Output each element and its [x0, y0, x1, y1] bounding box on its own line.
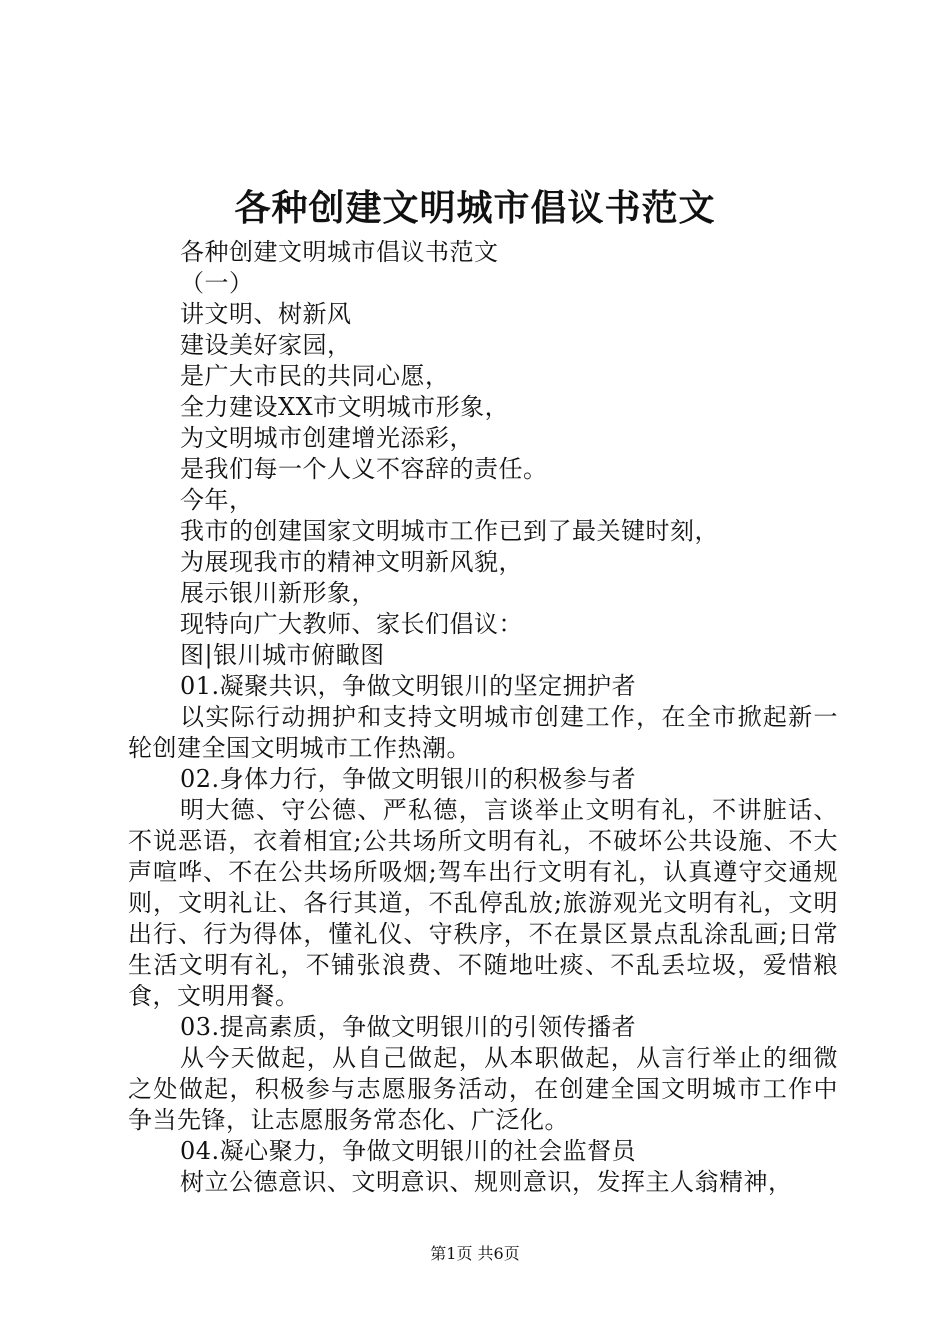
body-line: 全力建设XX市文明城市形象， — [180, 393, 510, 421]
section-text: 以实际行动拥护和支持文明城市创建工作，在全市掀起新一轮创建全国文明城市工作热潮。 — [128, 703, 838, 762]
body-line: 建设美好家园， — [180, 331, 352, 359]
body-line: 为展现我市的精神文明新风貌， — [180, 548, 523, 576]
section-text: 从今天做起，从自己做起，从本职做起，从言行举止的细微之处做起，积极参与志愿服务活动，在创建全国文明城市工作中争当先锋，让志愿服务常态化、广泛化。 — [128, 1044, 838, 1134]
subtitle-line: 各种创建文明城市倡议书范文 — [180, 238, 499, 266]
section-heading: 04.凝心聚力，争做文明银川的社会监督员 — [180, 1137, 637, 1165]
document-body — [128, 237, 838, 1198]
image-caption: 图|银川城市俯瞰图 — [180, 641, 385, 669]
section-heading: 02.身体力行，争做文明银川的积极参与者 — [180, 765, 637, 793]
section-text: 明大德、守公德、严私德，言谈举止文明有礼，不讲脏话、不说恶语，衣着相宜;公共场所文明有礼，不破坏公共设施、不大声喧哗、不在公共场所吸烟;驾车出行文明有礼，认真遵守交通规则，文明礼让、各行其道，不乱停乱放;旅游观光文明有礼，文明出行、行为得体，懂礼仪、守秩序，不在景区景点乱涂乱画;日常生活文明有礼，不铺张浪费、不随地吐痰、不乱丢垃圾，爱惜粮食，文明用餐。 — [128, 796, 838, 1010]
section-heading: 03.提高素质，争做文明银川的引领传播者 — [180, 1013, 637, 1041]
body-line: 是我们每一个人义不容辞的责任。 — [180, 455, 548, 483]
body-line: 讲文明、树新风 — [180, 300, 352, 328]
body-line: 为文明城市创建增光添彩， — [180, 424, 474, 452]
body-line: 我市的创建国家文明城市工作已到了最关键时刻， — [180, 517, 719, 545]
section-heading: 01.凝聚共识，争做文明银川的坚定拥护者 — [180, 672, 637, 700]
body-line: 现特向广大教师、家长们倡议： — [180, 610, 523, 638]
page-footer: 第1页 共6页 — [430, 1244, 520, 1263]
body-line: 展示银川新形象， — [180, 579, 376, 607]
body-line: （一） — [180, 269, 254, 297]
body-line: 今年， — [180, 486, 254, 514]
body-line: 是广大市民的共同心愿， — [180, 362, 450, 390]
document-title: 各种创建文明城市倡议书范文 — [234, 187, 716, 229]
section-text: 树立公德意识、文明意识、规则意识，发挥主人翁精神， — [180, 1168, 793, 1196]
